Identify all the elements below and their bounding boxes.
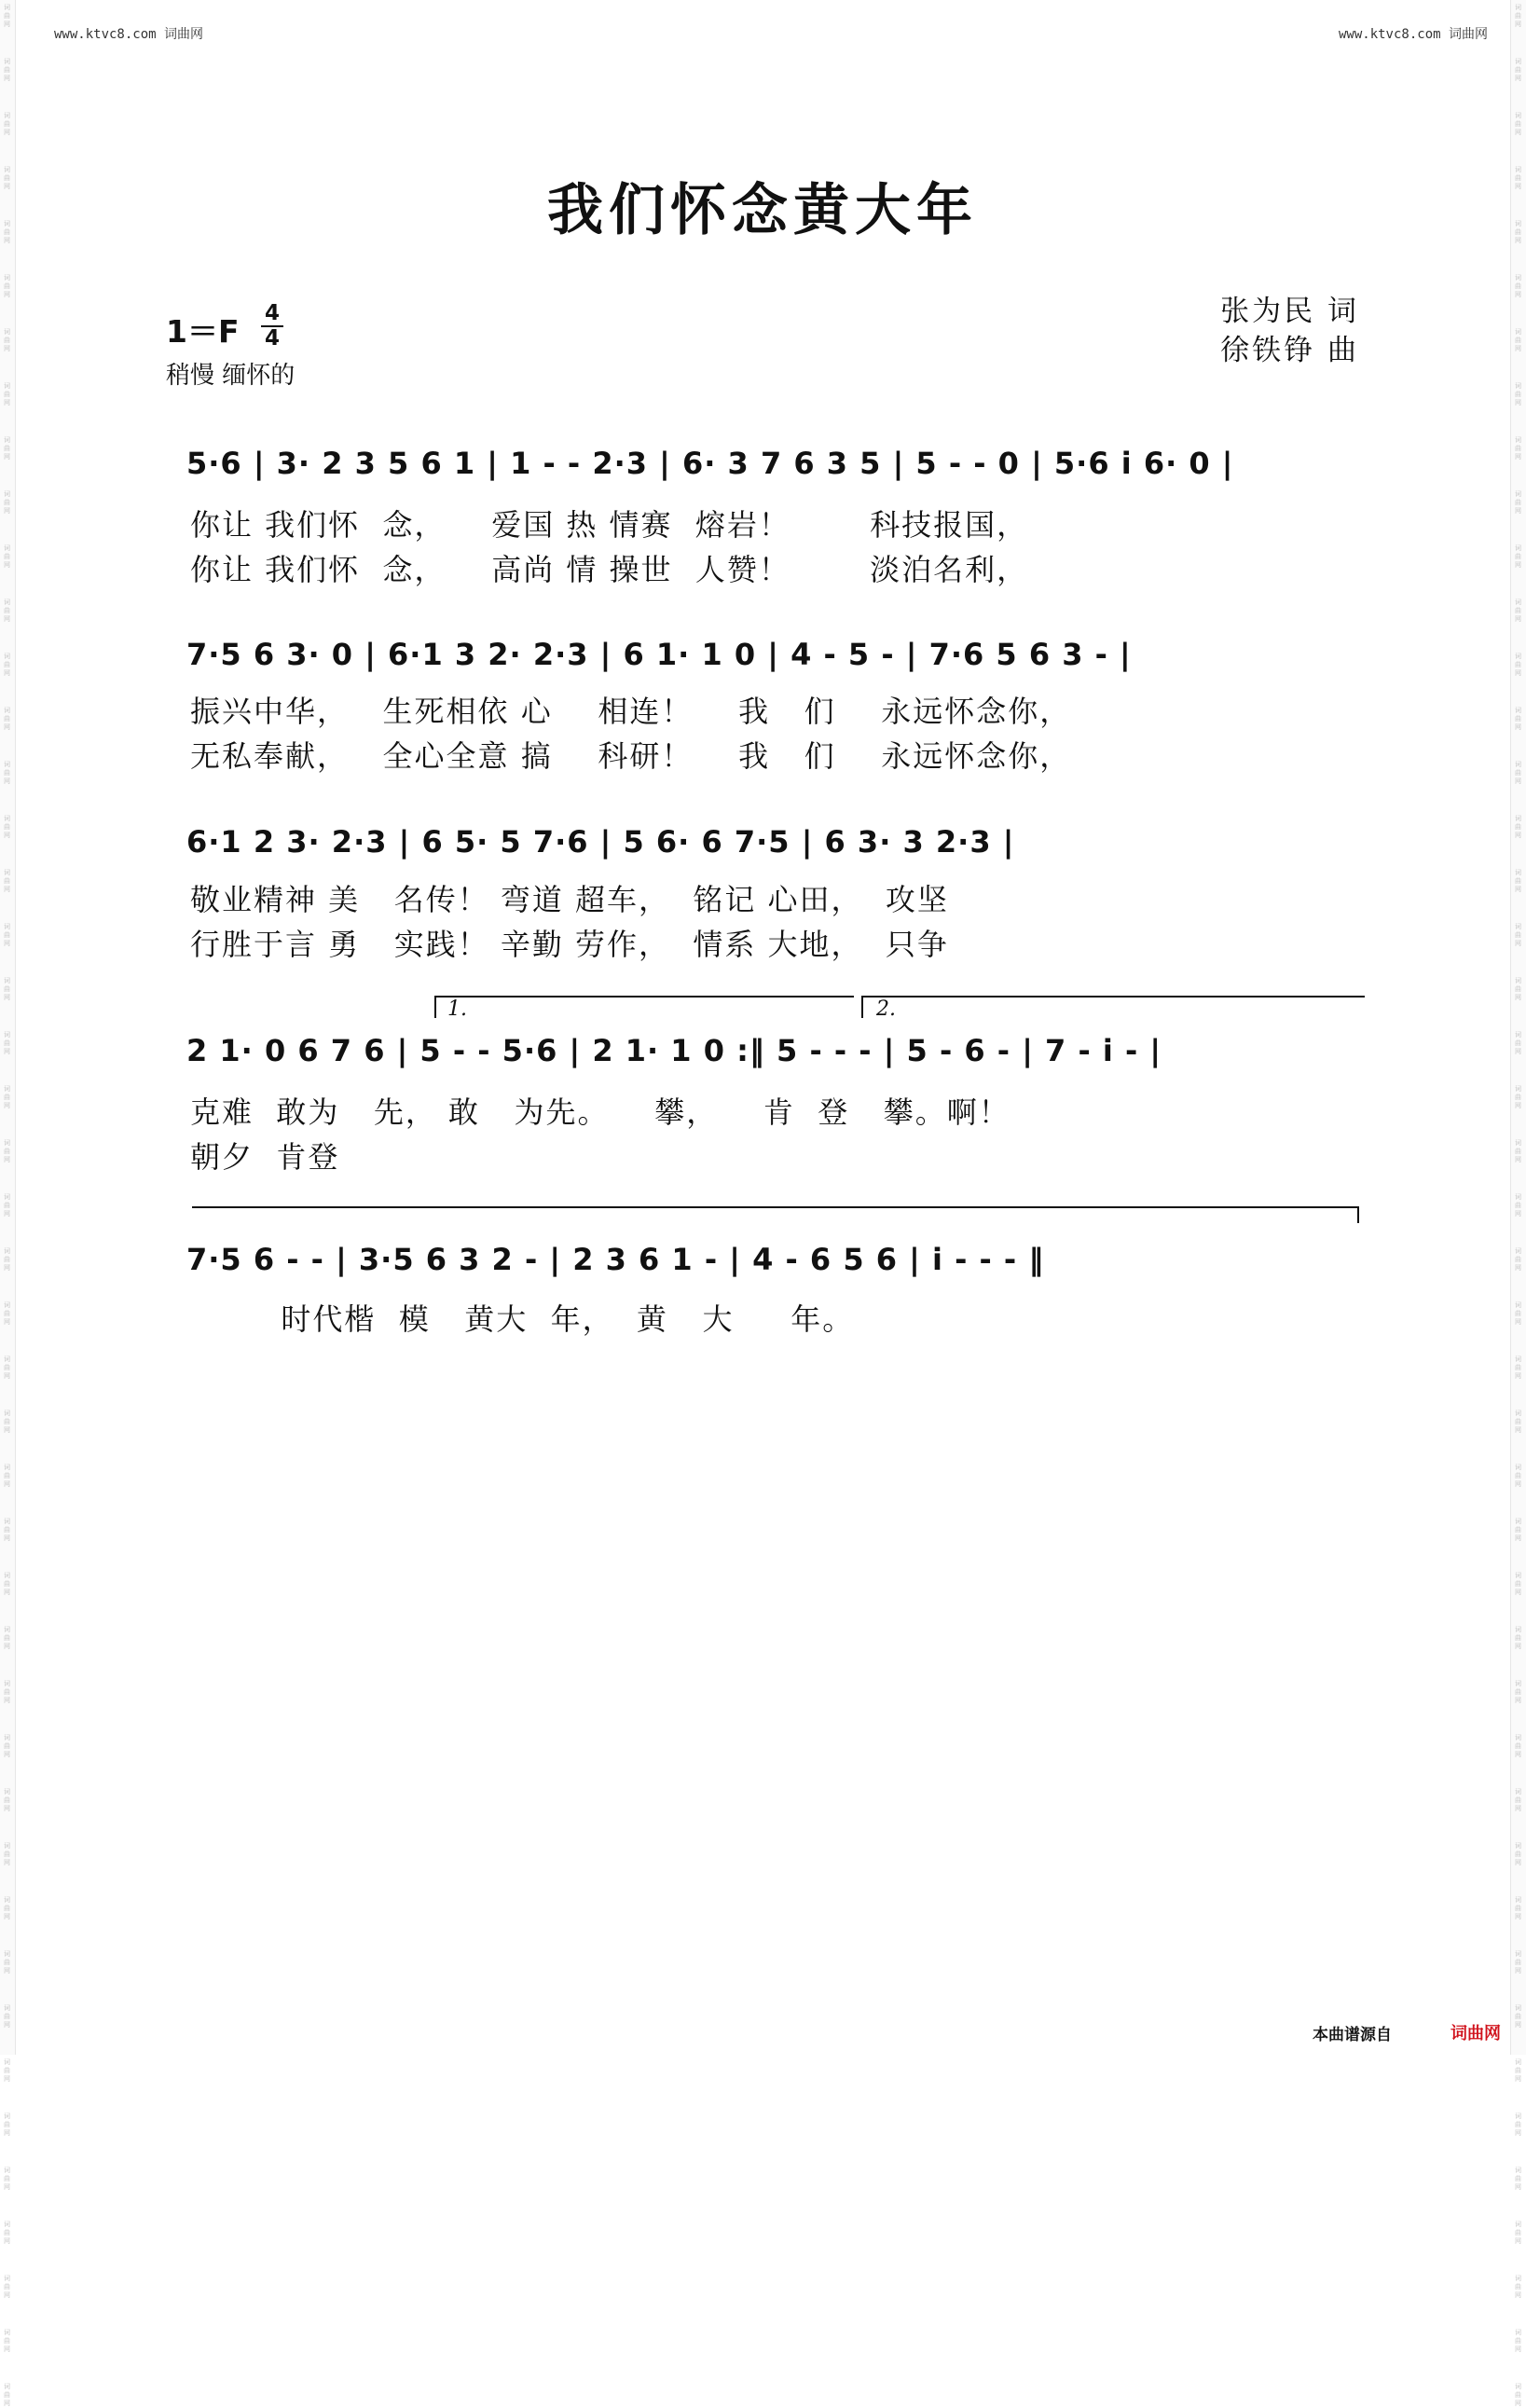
strip-watermark-text: 词曲网 xyxy=(1515,490,1521,515)
strip-watermark-text: 词曲网 xyxy=(1515,2004,1521,2029)
strip-watermark-text: 词曲网 xyxy=(4,1788,10,1812)
strip-watermark-text: 词曲网 xyxy=(4,1896,10,1920)
strip-watermark-text: 词曲网 xyxy=(4,2058,10,2083)
strip-watermark-text: 词曲网 xyxy=(4,1031,10,1055)
strip-watermark-text: 词曲网 xyxy=(1515,436,1521,461)
strip-watermark-text: 词曲网 xyxy=(4,2383,10,2407)
strip-watermark-text: 词曲网 xyxy=(1515,1355,1521,1380)
footer-brand: 词曲网 xyxy=(1450,2024,1501,2043)
watermark-left: www.ktvc8.com 词曲网 xyxy=(54,27,204,42)
strip-watermark-text: 词曲网 xyxy=(1515,2221,1521,2245)
strip-watermark-text: 词曲网 xyxy=(4,977,10,1001)
tempo-marking: 稍慢 缅怀的 xyxy=(166,362,296,390)
strip-watermark-text: 词曲网 xyxy=(4,1572,10,1596)
strip-watermark-text: 词曲网 xyxy=(1515,1247,1521,1272)
lyric-line-3-verse-2: 行胜于言 勇 实践！ 辛勤 劳作， 情系 大地， 只争 xyxy=(190,927,949,962)
strip-watermark-text: 词曲网 xyxy=(1515,1680,1521,1704)
strip-watermark-text: 词曲网 xyxy=(1515,1842,1521,1866)
strip-watermark-text: 词曲网 xyxy=(4,58,10,82)
strip-watermark-text: 词曲网 xyxy=(1515,1950,1521,1975)
strip-watermark-text: 词曲网 xyxy=(4,4,10,28)
left-watermark-strip xyxy=(0,0,16,2407)
strip-watermark-text: 词曲网 xyxy=(4,490,10,515)
strip-watermark-text: 词曲网 xyxy=(4,869,10,893)
strip-watermark-text: 词曲网 xyxy=(1515,1139,1521,1163)
strip-watermark-text: 词曲网 xyxy=(1515,761,1521,785)
time-signature xyxy=(261,302,283,351)
strip-watermark-text: 词曲网 xyxy=(1515,544,1521,569)
volta-2-label: 2. xyxy=(876,998,896,1021)
strip-watermark-text: 词曲网 xyxy=(4,761,10,785)
strip-watermark-text: 词曲网 xyxy=(4,1139,10,1163)
notation-line-1: 5·6 | 3· 2 3 5 6 1 | 1 - - 2·3 | 6· 3 7 6 3 5 | 5 - - 0 | 5·6 i 6· 0 | xyxy=(186,446,1234,481)
volta-1-bracket xyxy=(434,996,854,998)
strip-watermark-text: 词曲网 xyxy=(4,436,10,461)
volta-2-bracket xyxy=(861,996,1365,998)
strip-watermark-text: 词曲网 xyxy=(4,112,10,136)
strip-watermark-text: 词曲网 xyxy=(1515,1518,1521,1542)
strip-watermark-text: 词曲网 xyxy=(1515,2275,1521,2299)
strip-watermark-text: 词曲网 xyxy=(1515,1031,1521,1055)
time-signature-denominator: 4 xyxy=(264,326,280,351)
strip-watermark-text: 词曲网 xyxy=(1515,4,1521,28)
strip-watermark-text: 词曲网 xyxy=(1515,599,1521,623)
notation-line-3: 6·1 2 3· 2·3 | 6 5· 5 7·6 | 5 6· 6 7·5 | 6 3· 3 2·3 | xyxy=(186,824,1015,860)
strip-watermark-text: 词曲网 xyxy=(4,2004,10,2029)
notation-line-4: 2 1· 0 6 7 6 | 5 - - 5·6 | 2 1· 1 0 :‖ 5 - - - | 5 - 6 - | 7 - i - | xyxy=(186,1033,1162,1068)
strip-watermark-text: 词曲网 xyxy=(1515,2167,1521,2191)
strip-watermark-text: 词曲网 xyxy=(1515,869,1521,893)
strip-watermark-text: 词曲网 xyxy=(4,382,10,406)
strip-watermark-text: 词曲网 xyxy=(1515,1788,1521,1812)
strip-watermark-text: 词曲网 xyxy=(1515,923,1521,947)
strip-watermark-text: 词曲网 xyxy=(1515,274,1521,298)
strip-watermark-text: 词曲网 xyxy=(4,1626,10,1650)
footer-source-note: 本曲谱源自 xyxy=(1313,2026,1392,2044)
strip-watermark-text: 词曲网 xyxy=(4,1842,10,1866)
strip-watermark-text: 词曲网 xyxy=(4,599,10,623)
strip-watermark-text: 词曲网 xyxy=(1515,1085,1521,1109)
strip-watermark-text: 词曲网 xyxy=(4,1247,10,1272)
strip-watermark-text: 词曲网 xyxy=(1515,653,1521,677)
lyric-line-3-verse-1: 敬业精神 美 名传！ 弯道 超车， 铭记 心田， 攻坚 xyxy=(190,882,949,917)
strip-watermark-text: 词曲网 xyxy=(1515,1734,1521,1758)
strip-watermark-text: 词曲网 xyxy=(1515,1464,1521,1488)
strip-watermark-text: 词曲网 xyxy=(4,1355,10,1380)
lyric-line-1-verse-2: 你让 我们怀 念， 高尚 情 操世 人赞！ 淡泊名利， xyxy=(190,552,1029,587)
strip-watermark-text: 词曲网 xyxy=(4,1464,10,1488)
strip-watermark-text: 词曲网 xyxy=(4,2329,10,2353)
song-title: 我们怀念黄大年 xyxy=(547,178,978,243)
strip-watermark-text: 词曲网 xyxy=(4,220,10,244)
notation-line-2: 7·5 6 3· 0 | 6·1 3 2· 2·3 | 6 1· 1 0 | 4 - 5 - | 7·6 5 6 3 - | xyxy=(186,637,1132,672)
key-signature: 1＝F xyxy=(166,313,240,350)
strip-watermark-text: 词曲网 xyxy=(4,544,10,569)
strip-watermark-text: 词曲网 xyxy=(1515,977,1521,1001)
strip-watermark-text: 词曲网 xyxy=(4,274,10,298)
watermark-right: www.ktvc8.com 词曲网 xyxy=(1338,27,1488,42)
strip-watermark-text: 词曲网 xyxy=(1515,1626,1521,1650)
lyric-line-4-verse-1: 克难 敢为 先， 敢 为先。 攀， 肯 登 攀。啊！ xyxy=(190,1094,1010,1130)
strip-watermark-text: 词曲网 xyxy=(4,1734,10,1758)
strip-watermark-text: 词曲网 xyxy=(4,1085,10,1109)
strip-watermark-text: 词曲网 xyxy=(1515,2329,1521,2353)
strip-watermark-text: 词曲网 xyxy=(1515,1301,1521,1326)
strip-watermark-text: 词曲网 xyxy=(1515,166,1521,190)
strip-watermark-text: 词曲网 xyxy=(1515,815,1521,839)
right-watermark-strip xyxy=(1510,0,1526,2407)
composer-credit: 徐铁铮 曲 xyxy=(1220,334,1359,367)
strip-watermark-text: 词曲网 xyxy=(4,1193,10,1218)
lyric-line-4-verse-2: 朝夕 肯登 xyxy=(190,1139,340,1175)
volta-1-label: 1. xyxy=(447,998,467,1021)
strip-watermark-text: 词曲网 xyxy=(4,1301,10,1326)
notation-line-5: 7·5 6 - - | 3·5 6 3 2 - | 2 3 6 1 - | 4 - 6 5 6 | i - - - ‖ xyxy=(186,1242,1045,1277)
strip-watermark-text: 词曲网 xyxy=(4,2275,10,2299)
strip-watermark-text: 词曲网 xyxy=(4,923,10,947)
long-tie-line xyxy=(192,1206,1359,1208)
strip-watermark-text: 词曲网 xyxy=(4,166,10,190)
lyric-line-5: 时代楷 模 黄大 年， 黄 大 年。 xyxy=(190,1301,855,1337)
strip-watermark-text: 词曲网 xyxy=(4,707,10,731)
lyric-line-2-verse-2: 无私奉献， 全心全意 搞 科研！ 我 们 永远怀念你， xyxy=(190,738,1072,774)
lyric-line-2-verse-1: 振兴中华， 生死相依 心 相连！ 我 们 永远怀念你， xyxy=(190,694,1072,729)
strip-watermark-text: 词曲网 xyxy=(4,1518,10,1542)
strip-watermark-text: 词曲网 xyxy=(1515,2383,1521,2407)
strip-watermark-text: 词曲网 xyxy=(1515,112,1521,136)
strip-watermark-text: 词曲网 xyxy=(4,815,10,839)
strip-watermark-text: 词曲网 xyxy=(1515,328,1521,352)
strip-watermark-text: 词曲网 xyxy=(1515,1572,1521,1596)
strip-watermark-text: 词曲网 xyxy=(4,1950,10,1975)
time-signature-numerator: 4 xyxy=(264,301,280,325)
strip-watermark-text: 词曲网 xyxy=(4,2167,10,2191)
strip-watermark-text: 词曲网 xyxy=(1515,382,1521,406)
strip-watermark-text: 词曲网 xyxy=(1515,1193,1521,1218)
strip-watermark-text: 词曲网 xyxy=(4,2112,10,2137)
strip-watermark-text: 词曲网 xyxy=(4,328,10,352)
strip-watermark-text: 词曲网 xyxy=(1515,1410,1521,1434)
strip-watermark-text: 词曲网 xyxy=(1515,58,1521,82)
lyric-line-1-verse-1: 你让 我们怀 念， 爱国 热 情赛 熔岩！ 科技报国， xyxy=(190,507,1029,543)
strip-watermark-text: 词曲网 xyxy=(1515,220,1521,244)
strip-watermark-text: 词曲网 xyxy=(1515,707,1521,731)
strip-watermark-text: 词曲网 xyxy=(4,1680,10,1704)
strip-watermark-text: 词曲网 xyxy=(1515,2112,1521,2137)
strip-watermark-text: 词曲网 xyxy=(4,653,10,677)
strip-watermark-text: 词曲网 xyxy=(4,2221,10,2245)
strip-watermark-text: 词曲网 xyxy=(4,1410,10,1434)
lyricist-credit: 张为民 词 xyxy=(1220,295,1359,328)
strip-watermark-text: 词曲网 xyxy=(1515,2058,1521,2083)
strip-watermark-text: 词曲网 xyxy=(1515,1896,1521,1920)
